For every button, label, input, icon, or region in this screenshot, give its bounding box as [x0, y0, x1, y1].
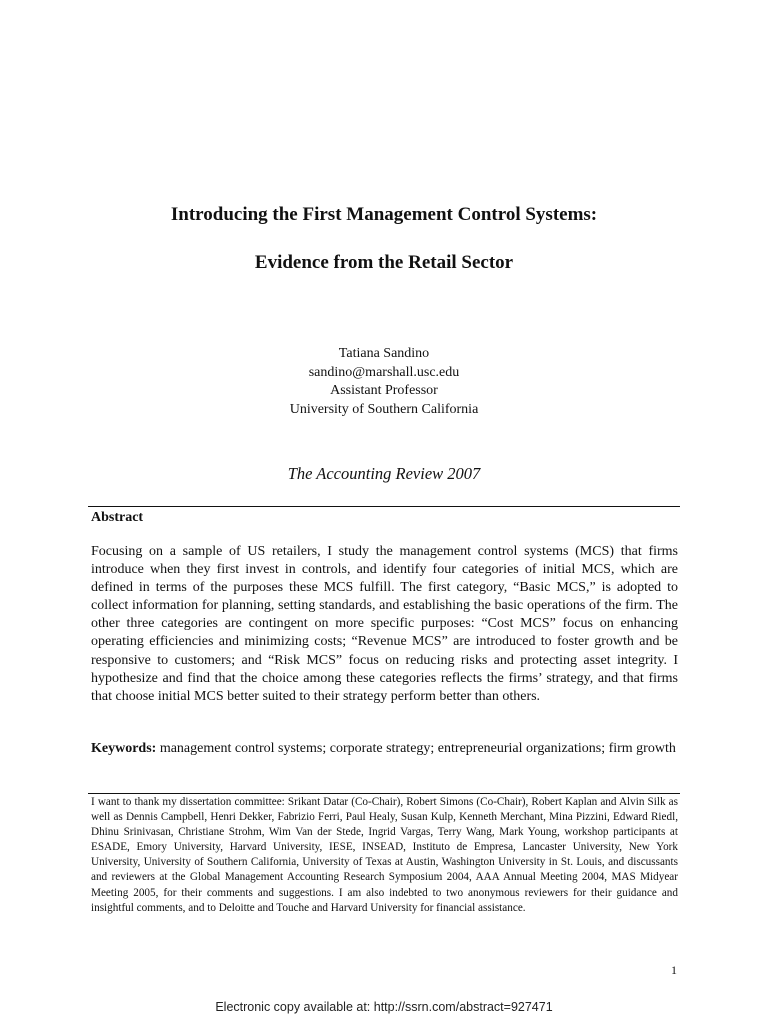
electronic-copy-notice: Electronic copy available at: http://ssrn.com/abstract=927471	[215, 1000, 553, 1014]
keywords-label: Keywords:	[91, 741, 157, 756]
journal-citation: The Accounting Review 2007	[287, 464, 481, 483]
keywords-text: management control systems; corporate strategy; entrepreneurial organizations; firm growth	[156, 741, 676, 756]
author-email: sandino@marshall.usc.edu	[308, 364, 460, 380]
page-number: 1	[671, 963, 677, 977]
abstract-body: Focusing on a sample of US retailers, I study the management control systems (MCS) that firms introduce when they first invest in controls, and identify four categories of initial MCS, which are defined in terms of the purposes these MCS fulfill. The first category, “Basic MCS,” is adopted to collect information for planning, setting standards, and establishing the basic operations of the firm. The other three categories are contingent on more specific purposes: “Cost MCS” focus on enhancing operating efficiencies and minimizing costs; “Revenue MCS” are introduced to foster growth and be responsive to customers; and “Risk MCS” focus on reducing risks and protecting asset integrity. I hypothesize and find that the choice among these categories reflects the firms’ strategy, and that firms that choose initial MCS better suited to their strategy perform better than others.	[91, 544, 678, 704]
abstract-top-rule	[88, 506, 680, 507]
paper-title-line-1: Introducing the First Management Control Systems:	[170, 204, 598, 225]
footnote-rule	[88, 793, 680, 794]
abstract-heading: Abstract	[91, 510, 144, 525]
author-position: Assistant Professor	[330, 383, 438, 398]
author-affiliation: University of Southern California	[289, 401, 479, 417]
author-block	[0, 345, 768, 419]
paper-title-line-2: Evidence from the Retail Sector	[254, 252, 514, 273]
keywords	[91, 740, 678, 758]
acknowledgements-footnote: I want to thank my dissertation committee: Srikant Datar (Co-Chair), Robert Simons (Co-Chair), Robert Kaplan and Alvin Silk as well as Dennis Campbell, Henri Dekker, Fabrizio Ferri, Paul Healy, Susan Kulp, Kenneth Merchant, Mina Pizzini, Edward Riedl, Dhinu Srinivasan, Christiane Strohm, Wim Van der Stede, Ingrid Vargas, Terry Wang, Mark Young, workshop participants at ESADE, Emory University, Harvard University, IESE, INSEAD, Instituto de Empresa, Lancaster University, New York University, University of Southern California, University of Texas at Austin, Washington University in St. Louis, and discussants and reviewers at the Global Management Accounting Research Symposium 2004, AAA Annual Meeting 2004, MAS Midyear Meeting 2005, for their comments and suggestions. I am also indebted to two anonymous reviewers for their guidance and insightful comments, and to Deloitte and Touche and Harvard University for financial assistance.	[91, 796, 678, 914]
author-name: Tatiana Sandino	[338, 346, 430, 361]
